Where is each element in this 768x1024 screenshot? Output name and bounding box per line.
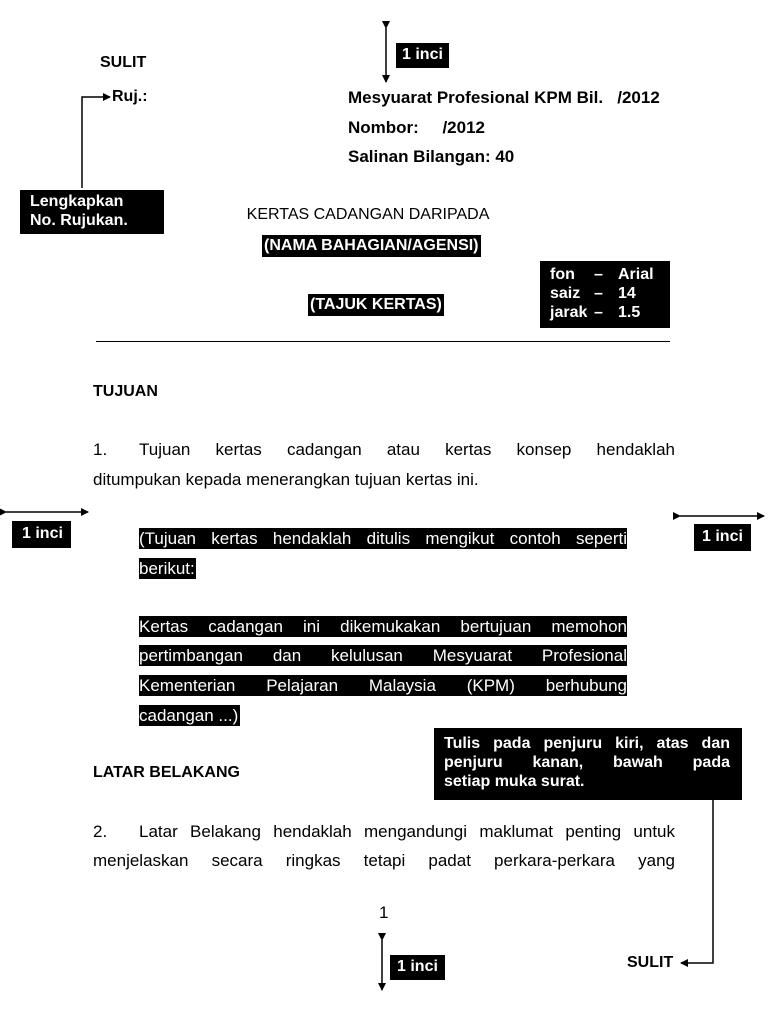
reference-connector-arrow — [82, 97, 110, 188]
example-line3: Kertas cadangan ini dikemukakan bertujuan memohon — [139, 617, 627, 636]
para2-line2: menjelaskan secara ringkas tetapi padat perkara-perkara yang — [93, 851, 675, 870]
title-agency: (NAMA BAHAGIAN/AGENSI) — [262, 235, 481, 257]
title-line1: KERTAS CADANGAN DARIPADA — [246, 206, 490, 223]
font-spec-dash: – — [594, 285, 603, 302]
example-line4: pertimbangan dan kelulusan Mesyuarat Profesional — [139, 646, 627, 665]
font-spec-dash: – — [594, 304, 603, 321]
example-line1: (Tujuan kertas hendaklah ditulis mengikut contoh seperti — [139, 529, 627, 548]
bottom-margin-note: 1 inci — [390, 955, 445, 980]
font-spec-dash: – — [594, 266, 603, 283]
corner-note-line2: penjuru kanan, bawah pada — [444, 754, 730, 771]
para2-number: 2. — [93, 822, 108, 841]
reference-instruction-line1: Lengkapkan — [30, 193, 124, 210]
para1-line1: Tujuan kertas cadangan atau kertas konsep hendaklah — [139, 440, 675, 459]
font-spec-fon-label: fon — [550, 266, 575, 283]
nombor-line: Nombor: /2012 — [348, 118, 485, 137]
sulit-label-top: SULIT — [100, 54, 147, 71]
reference-label: Ruj.: — [112, 88, 148, 105]
font-spec-jarak-value: 1.5 — [618, 304, 641, 321]
example-line6: cadangan ...) — [139, 706, 239, 725]
tujuan-heading: TUJUAN — [93, 383, 158, 400]
top-margin-note: 1 inci — [396, 43, 449, 68]
right-margin-note: 1 inci — [694, 524, 751, 551]
meeting-line: Mesyuarat Profesional KPM Bil. /2012 — [348, 88, 660, 107]
example-line2: berikut: — [139, 559, 195, 578]
corner-note-line3: setiap muka surat. — [444, 773, 585, 790]
font-spec-saiz-label: saiz — [550, 285, 581, 302]
sulit-label-bottom: SULIT — [627, 954, 674, 971]
title-paper: (TAJUK KERTAS) — [308, 294, 444, 316]
font-spec-fon-value: Arial — [618, 266, 654, 283]
para2-line1: Latar Belakang hendaklah mengandungi maklumat penting untuk — [139, 822, 675, 841]
latar-heading: LATAR BELAKANG — [93, 764, 240, 781]
example-line5: Kementerian Pelajaran Malaysia (KPM) berhubung — [139, 676, 627, 695]
page-number: 1 — [379, 903, 389, 922]
font-spec-jarak-label: jarak — [550, 304, 588, 321]
para1-number: 1. — [93, 440, 108, 459]
reference-instruction-line2: No. Rujukan. — [30, 212, 128, 229]
left-margin-note: 1 inci — [12, 521, 71, 548]
para1-line2: ditumpukan kepada menerangkan tujuan kertas ini. — [93, 470, 479, 489]
corner-connector-arrow — [681, 800, 713, 963]
font-spec-saiz-value: 14 — [618, 285, 636, 302]
corner-note-line1: Tulis pada penjuru kiri, atas dan — [444, 735, 730, 752]
salinan-line: Salinan Bilangan: 40 — [348, 147, 515, 166]
